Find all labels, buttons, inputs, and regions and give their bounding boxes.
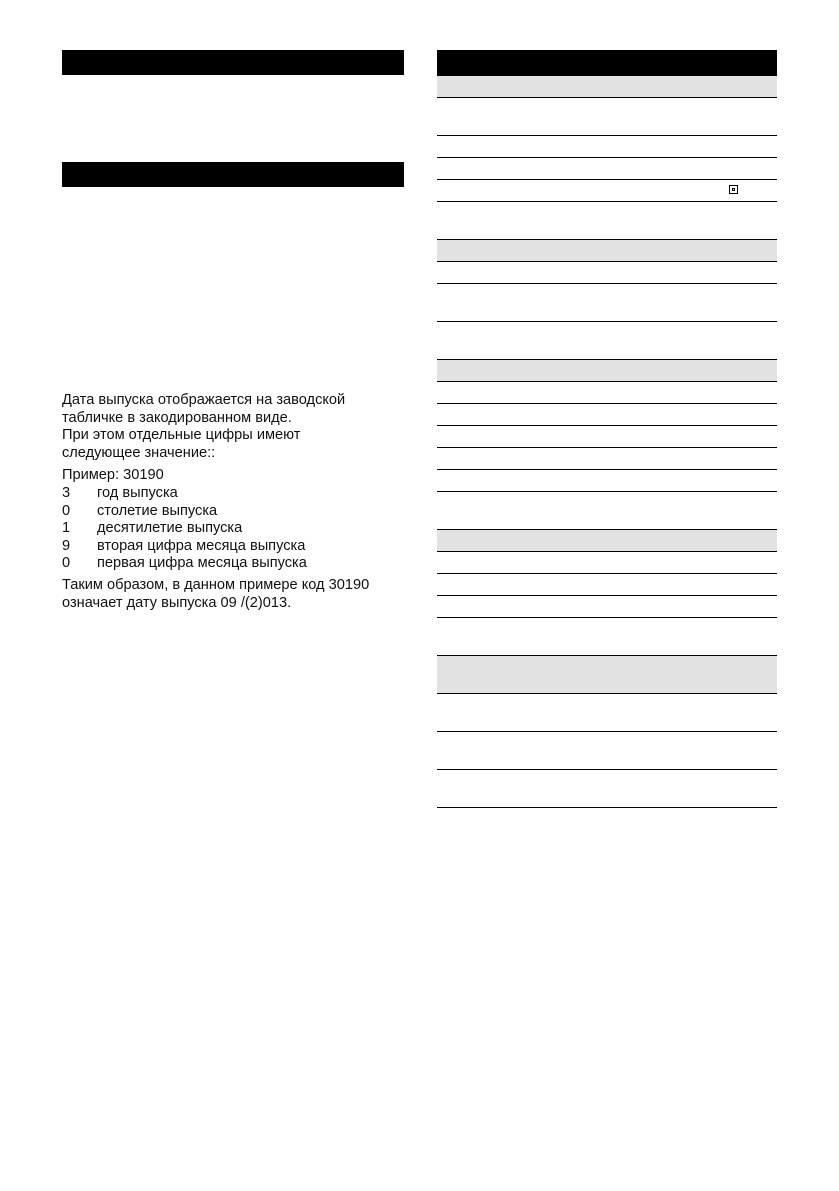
table-row	[437, 770, 777, 808]
code-digit-row	[62, 503, 404, 521]
table-row	[437, 574, 777, 596]
intro-line: табличке в закодированном виде.	[62, 409, 292, 426]
table-row	[437, 470, 777, 492]
code-digit-meaning: первая цифра месяца выпуска	[97, 555, 307, 572]
table-group-row	[437, 240, 777, 262]
technical-data-header-bar	[437, 50, 777, 76]
technical-data-table	[437, 50, 777, 808]
table-row	[437, 202, 777, 240]
left-column	[62, 50, 404, 187]
table-row	[437, 618, 777, 656]
code-digit-meaning: вторая цифра месяца выпуска	[97, 537, 306, 554]
table-row	[437, 552, 777, 574]
example-label: Пример: 30190	[62, 467, 164, 484]
table-row	[437, 158, 777, 180]
production-date-conclusion	[62, 577, 404, 612]
code-digit: 0	[62, 502, 71, 519]
section-header-bar-2	[62, 162, 404, 187]
code-digit: 1	[62, 520, 71, 537]
code-digit-row	[62, 538, 404, 556]
table-row	[437, 404, 777, 426]
table-row	[437, 262, 777, 284]
code-digit-row	[62, 485, 404, 503]
section-header-bar-1	[62, 50, 404, 75]
table-row	[437, 284, 777, 322]
table-row	[437, 596, 777, 618]
table-group-row	[437, 360, 777, 382]
code-digit-row	[62, 520, 404, 538]
table-row	[437, 732, 777, 770]
intro-line: Дата выпуска отображается на заводской	[62, 392, 346, 408]
protection-class-ii-icon	[729, 185, 738, 194]
intro-line: При этом отдельные цифры имеют	[62, 427, 301, 444]
code-digit-meaning: год выпуска	[97, 484, 178, 501]
conclusion-line: Таким образом, в данном примере код 30190	[62, 576, 370, 593]
conclusion-line: означает дату выпуска 09 /(2)013.	[62, 594, 292, 611]
code-digit-meaning: десятилетие выпуска	[97, 520, 243, 537]
table-row	[437, 492, 777, 530]
table-group-row	[437, 530, 777, 552]
code-digit-meaning: столетие выпуска	[97, 502, 218, 519]
code-digit: 9	[62, 537, 71, 554]
code-breakdown	[62, 467, 404, 573]
table-row	[437, 448, 777, 470]
table-row	[437, 180, 777, 202]
table-row	[437, 426, 777, 448]
production-date-section	[62, 392, 404, 617]
code-digit-row	[62, 555, 404, 573]
table-row	[437, 322, 777, 360]
table-group-row	[437, 76, 777, 98]
code-digit: 0	[62, 555, 71, 572]
table-row	[437, 136, 777, 158]
table-row	[437, 98, 777, 136]
table-row	[437, 694, 777, 732]
production-date-intro	[62, 392, 404, 462]
table-row	[437, 382, 777, 404]
intro-line: следующее значение::	[62, 444, 216, 461]
code-digit: 3	[62, 484, 71, 501]
table-group-row	[437, 656, 777, 694]
